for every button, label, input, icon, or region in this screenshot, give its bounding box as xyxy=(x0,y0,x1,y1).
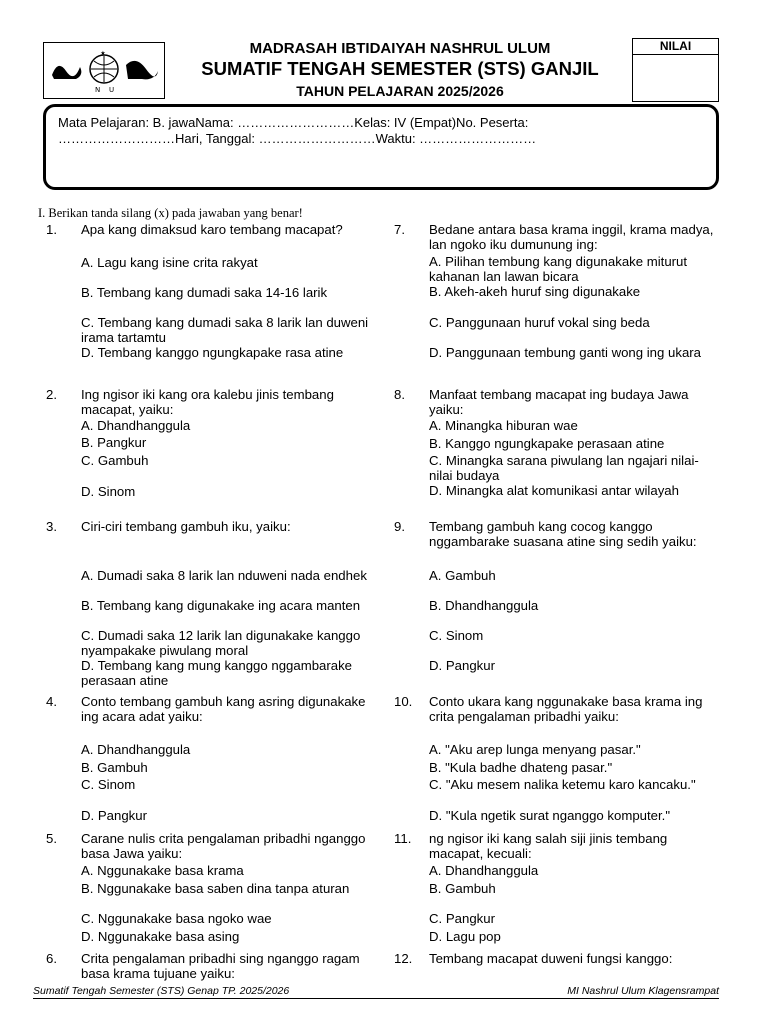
option-d: D. Tembang kanggo ngungkapake rasa atine xyxy=(81,345,344,360)
option-d: D. Tembang kang mung kanggo nggambarake perasaan atine xyxy=(81,658,353,688)
option-b: B. Gambuh xyxy=(81,760,148,775)
school-logo-box xyxy=(43,42,165,99)
option-b: B. Pangkur xyxy=(81,435,147,450)
option-c: C. Tembang kang dumadi saka 8 larik lan duweni irama tartamtu xyxy=(81,315,369,345)
question-stem: Conto ukara kang nggunakake basa krama ing crita pengalaman pribadhi yaiku: xyxy=(429,694,703,724)
question-stem: Ciri-ciri tembang gambuh iku, yaiku: xyxy=(81,519,291,534)
question-stem: Carane nulis crita pengalaman pribadhi nganggo basa Jawa yaiku: xyxy=(81,831,366,861)
option-a: A. "Aku arep lunga menyang pasar." xyxy=(429,742,641,757)
option-a: A. Nggunakake basa krama xyxy=(81,863,244,878)
option-c: C. Dumadi saka 12 larik lan digunakake kanggo nyampakake piwulang moral xyxy=(81,628,361,658)
option-c: C. Panggunaan huruf vokal sing beda xyxy=(429,315,650,330)
score-box xyxy=(632,38,719,102)
option-b: B. Nggunakake basa saben dina tanpa aturan xyxy=(81,881,350,896)
question-number: 6. xyxy=(46,951,57,966)
option-c: C. "Aku mesem nalika ketemu karo kancaku." xyxy=(429,777,696,792)
question-number: 5. xyxy=(46,831,57,846)
option-d: D. Pangkur xyxy=(429,658,495,673)
option-d: D. Nggunakake basa asing xyxy=(81,929,240,944)
option-c: C. Sinom xyxy=(429,628,484,643)
option-a: A. Dumadi saka 8 larik lan nduweni nada endhek xyxy=(81,568,367,583)
svg-text:N: N xyxy=(95,86,101,94)
option-a: A. Dhandhanggula xyxy=(81,418,191,433)
question-stem: Ing ngisor iki kang ora kalebu jinis tembang macapat, yaiku: xyxy=(81,387,334,417)
question-stem: Tembang gambuh kang cocog kanggo nggambarake suasana atine sing sedih yaiku: xyxy=(429,519,697,549)
option-c: C. Pangkur xyxy=(429,911,495,926)
option-d: D. Sinom xyxy=(81,484,136,499)
option-b: B. Akeh-akeh huruf sing digunakake xyxy=(429,284,641,299)
school-year: TAHUN PELAJARAN 2025/2026 xyxy=(296,83,504,99)
question-stem: Apa kang dimaksud karo tembang macapat? xyxy=(81,222,343,237)
option-c: C. Sinom xyxy=(81,777,136,792)
option-d: D. Pangkur xyxy=(81,808,147,823)
option-b: B. Gambuh xyxy=(429,881,496,896)
option-d: D. Panggunaan tembung ganti wong ing ukara xyxy=(429,345,702,360)
option-b: B. "Kula badhe dhateng pasar." xyxy=(429,760,613,775)
info-line-1: Mata Pelajaran: B. jawaNama: ………………………Kelas: IV (Empat)No. Peserta: xyxy=(58,115,529,130)
question-number: 11. xyxy=(394,831,412,846)
question-stem: Bedane antara basa krama inggil, krama madya, lan ngoko iku dumunung ing: xyxy=(429,222,714,252)
option-a: A. Lagu kang isine crita rakyat xyxy=(81,255,258,270)
option-a: A. Dhandhanggula xyxy=(429,863,539,878)
question-number: 12. xyxy=(394,951,413,966)
svg-text:U: U xyxy=(109,86,115,94)
instruction: I. Berikan tanda silang (x) pada jawaban yang benar! xyxy=(38,206,303,220)
exam-title: SUMATIF TENGAH SEMESTER (STS) GANJIL xyxy=(201,58,599,79)
question-stem: Conto tembang gambuh kang asring digunakake ing acara adat yaiku: xyxy=(81,694,366,724)
student-info-box xyxy=(43,104,719,190)
question-number: 3. xyxy=(46,519,57,534)
school-logo xyxy=(46,45,162,96)
question-stem: Crita pengalaman pribadhi sing nganggo ragam basa krama tujuane yaiku: xyxy=(81,951,360,981)
question-number: 8. xyxy=(394,387,405,402)
option-a: A. Dhandhanggula xyxy=(81,742,191,757)
footer-exam-name: Sumatif Tengah Semester (STS) Genap TP. 2025/2026 xyxy=(33,985,290,997)
option-d: D. Minangka alat komunikasi antar wilayah xyxy=(429,483,679,498)
option-d: D. Lagu pop xyxy=(429,929,501,944)
option-c: C. Nggunakake basa ngoko wae xyxy=(81,911,272,926)
question-number: 2. xyxy=(46,387,57,402)
footer-divider xyxy=(33,998,719,999)
question-number: 4. xyxy=(46,694,57,709)
info-line-2: ………………………Hari, Tanggal: ………………………Waktu: ……………………… xyxy=(58,131,537,146)
question-stem: ng ngisor iki kang salah siji jinis tembang macapat, kecuali: xyxy=(429,831,668,861)
option-a: A. Gambuh xyxy=(429,568,496,583)
option-b: B. Tembang kang dumadi saka 14-16 larik xyxy=(81,285,328,300)
school-name: MADRASAH IBTIDAIYAH NASHRUL ULUM xyxy=(249,40,551,57)
score-label: NILAI xyxy=(633,39,718,55)
option-b: B. Kanggo ngungkapake perasaan atine xyxy=(429,436,665,451)
question-number: 10. xyxy=(394,694,413,709)
option-c: C. Minangka sarana piwulang lan ngajari nilai-nilai budaya xyxy=(429,453,699,483)
option-c: C. Gambuh xyxy=(81,453,149,468)
question-number: 1. xyxy=(46,222,57,237)
svg-text:★: ★ xyxy=(100,50,106,57)
option-b: B. Tembang kang digunakake ing acara manten xyxy=(81,598,361,613)
footer-school-name: MI Nashrul Ulum Klagensrampat xyxy=(567,985,719,997)
question-stem: Manfaat tembang macapat ing budaya Jawa yaiku: xyxy=(429,387,689,417)
option-a: A. Minangka hiburan wae xyxy=(429,418,578,433)
question-number: 9. xyxy=(394,519,405,534)
option-b: B. Dhandhanggula xyxy=(429,598,539,613)
option-a: A. Pilihan tembung kang digunakake miturut kahanan lan lawan bicara xyxy=(429,254,688,284)
question-stem: Tembang macapat duweni fungsi kanggo: xyxy=(429,951,673,966)
question-number: 7. xyxy=(394,222,405,237)
option-d: D. "Kula ngetik surat nganggo komputer." xyxy=(429,808,671,823)
